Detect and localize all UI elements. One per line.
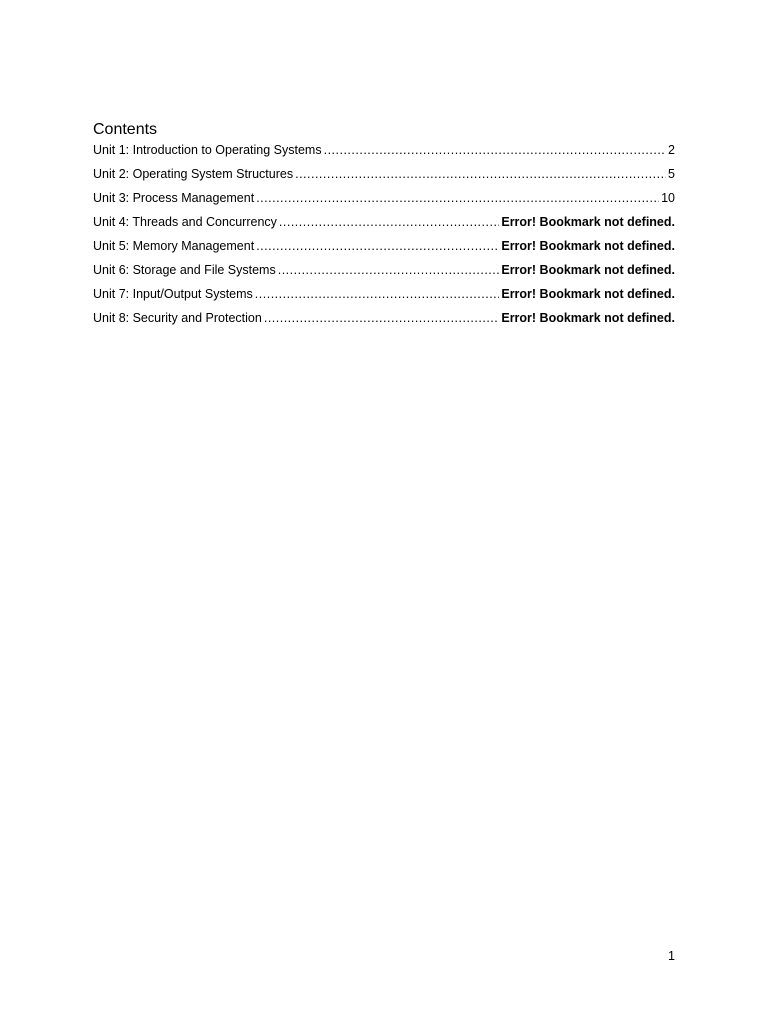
toc-dot-leader: [324, 140, 666, 160]
toc-entry-error-text: Error! Bookmark not defined.: [501, 263, 675, 277]
toc-dot-leader: [279, 212, 499, 232]
toc-entry-unit-1[interactable]: [93, 140, 675, 164]
toc-dot-leader: [278, 260, 500, 280]
toc-entry-error-text: Error! Bookmark not defined.: [501, 311, 675, 325]
toc-entry-page: 5: [668, 167, 675, 181]
toc-entry-title: Unit 6: Storage and File Systems: [93, 263, 276, 277]
toc-entry-error-text: Error! Bookmark not defined.: [501, 215, 675, 229]
toc-entry-page: 10: [661, 191, 675, 205]
toc-entry-page: 2: [668, 143, 675, 157]
toc-entry-unit-3[interactable]: [93, 188, 675, 212]
toc-entry-unit-8[interactable]: [93, 308, 675, 332]
toc-entry-title: Unit 4: Threads and Concurrency: [93, 215, 277, 229]
toc-dot-leader: [256, 188, 659, 208]
toc-entry-unit-6[interactable]: [93, 260, 675, 284]
toc-entry-title: Unit 8: Security and Protection: [93, 311, 262, 325]
toc-dot-leader: [256, 236, 499, 256]
toc-entry-unit-4[interactable]: [93, 212, 675, 236]
table-of-contents: [93, 120, 675, 332]
toc-entry-unit-5[interactable]: [93, 236, 675, 260]
toc-entry-error-text: Error! Bookmark not defined.: [501, 287, 675, 301]
toc-entry-title: Unit 7: Input/Output Systems: [93, 287, 253, 301]
toc-entry-error-text: Error! Bookmark not defined.: [501, 239, 675, 253]
toc-entry-unit-7[interactable]: [93, 284, 675, 308]
page-number: 1: [668, 949, 675, 963]
toc-entry-title: Unit 1: Introduction to Operating Systems: [93, 143, 322, 157]
toc-entry-title: Unit 5: Memory Management: [93, 239, 255, 253]
toc-dot-leader: [255, 284, 500, 304]
toc-list: [93, 140, 675, 332]
toc-dot-leader: [295, 164, 666, 184]
toc-heading: Contents: [93, 121, 158, 138]
toc-entry-title: Unit 3: Process Management: [93, 191, 255, 205]
toc-dot-leader: [264, 308, 500, 328]
toc-entry-unit-2[interactable]: [93, 164, 675, 188]
toc-entry-title: Unit 2: Operating System Structures: [93, 167, 294, 181]
